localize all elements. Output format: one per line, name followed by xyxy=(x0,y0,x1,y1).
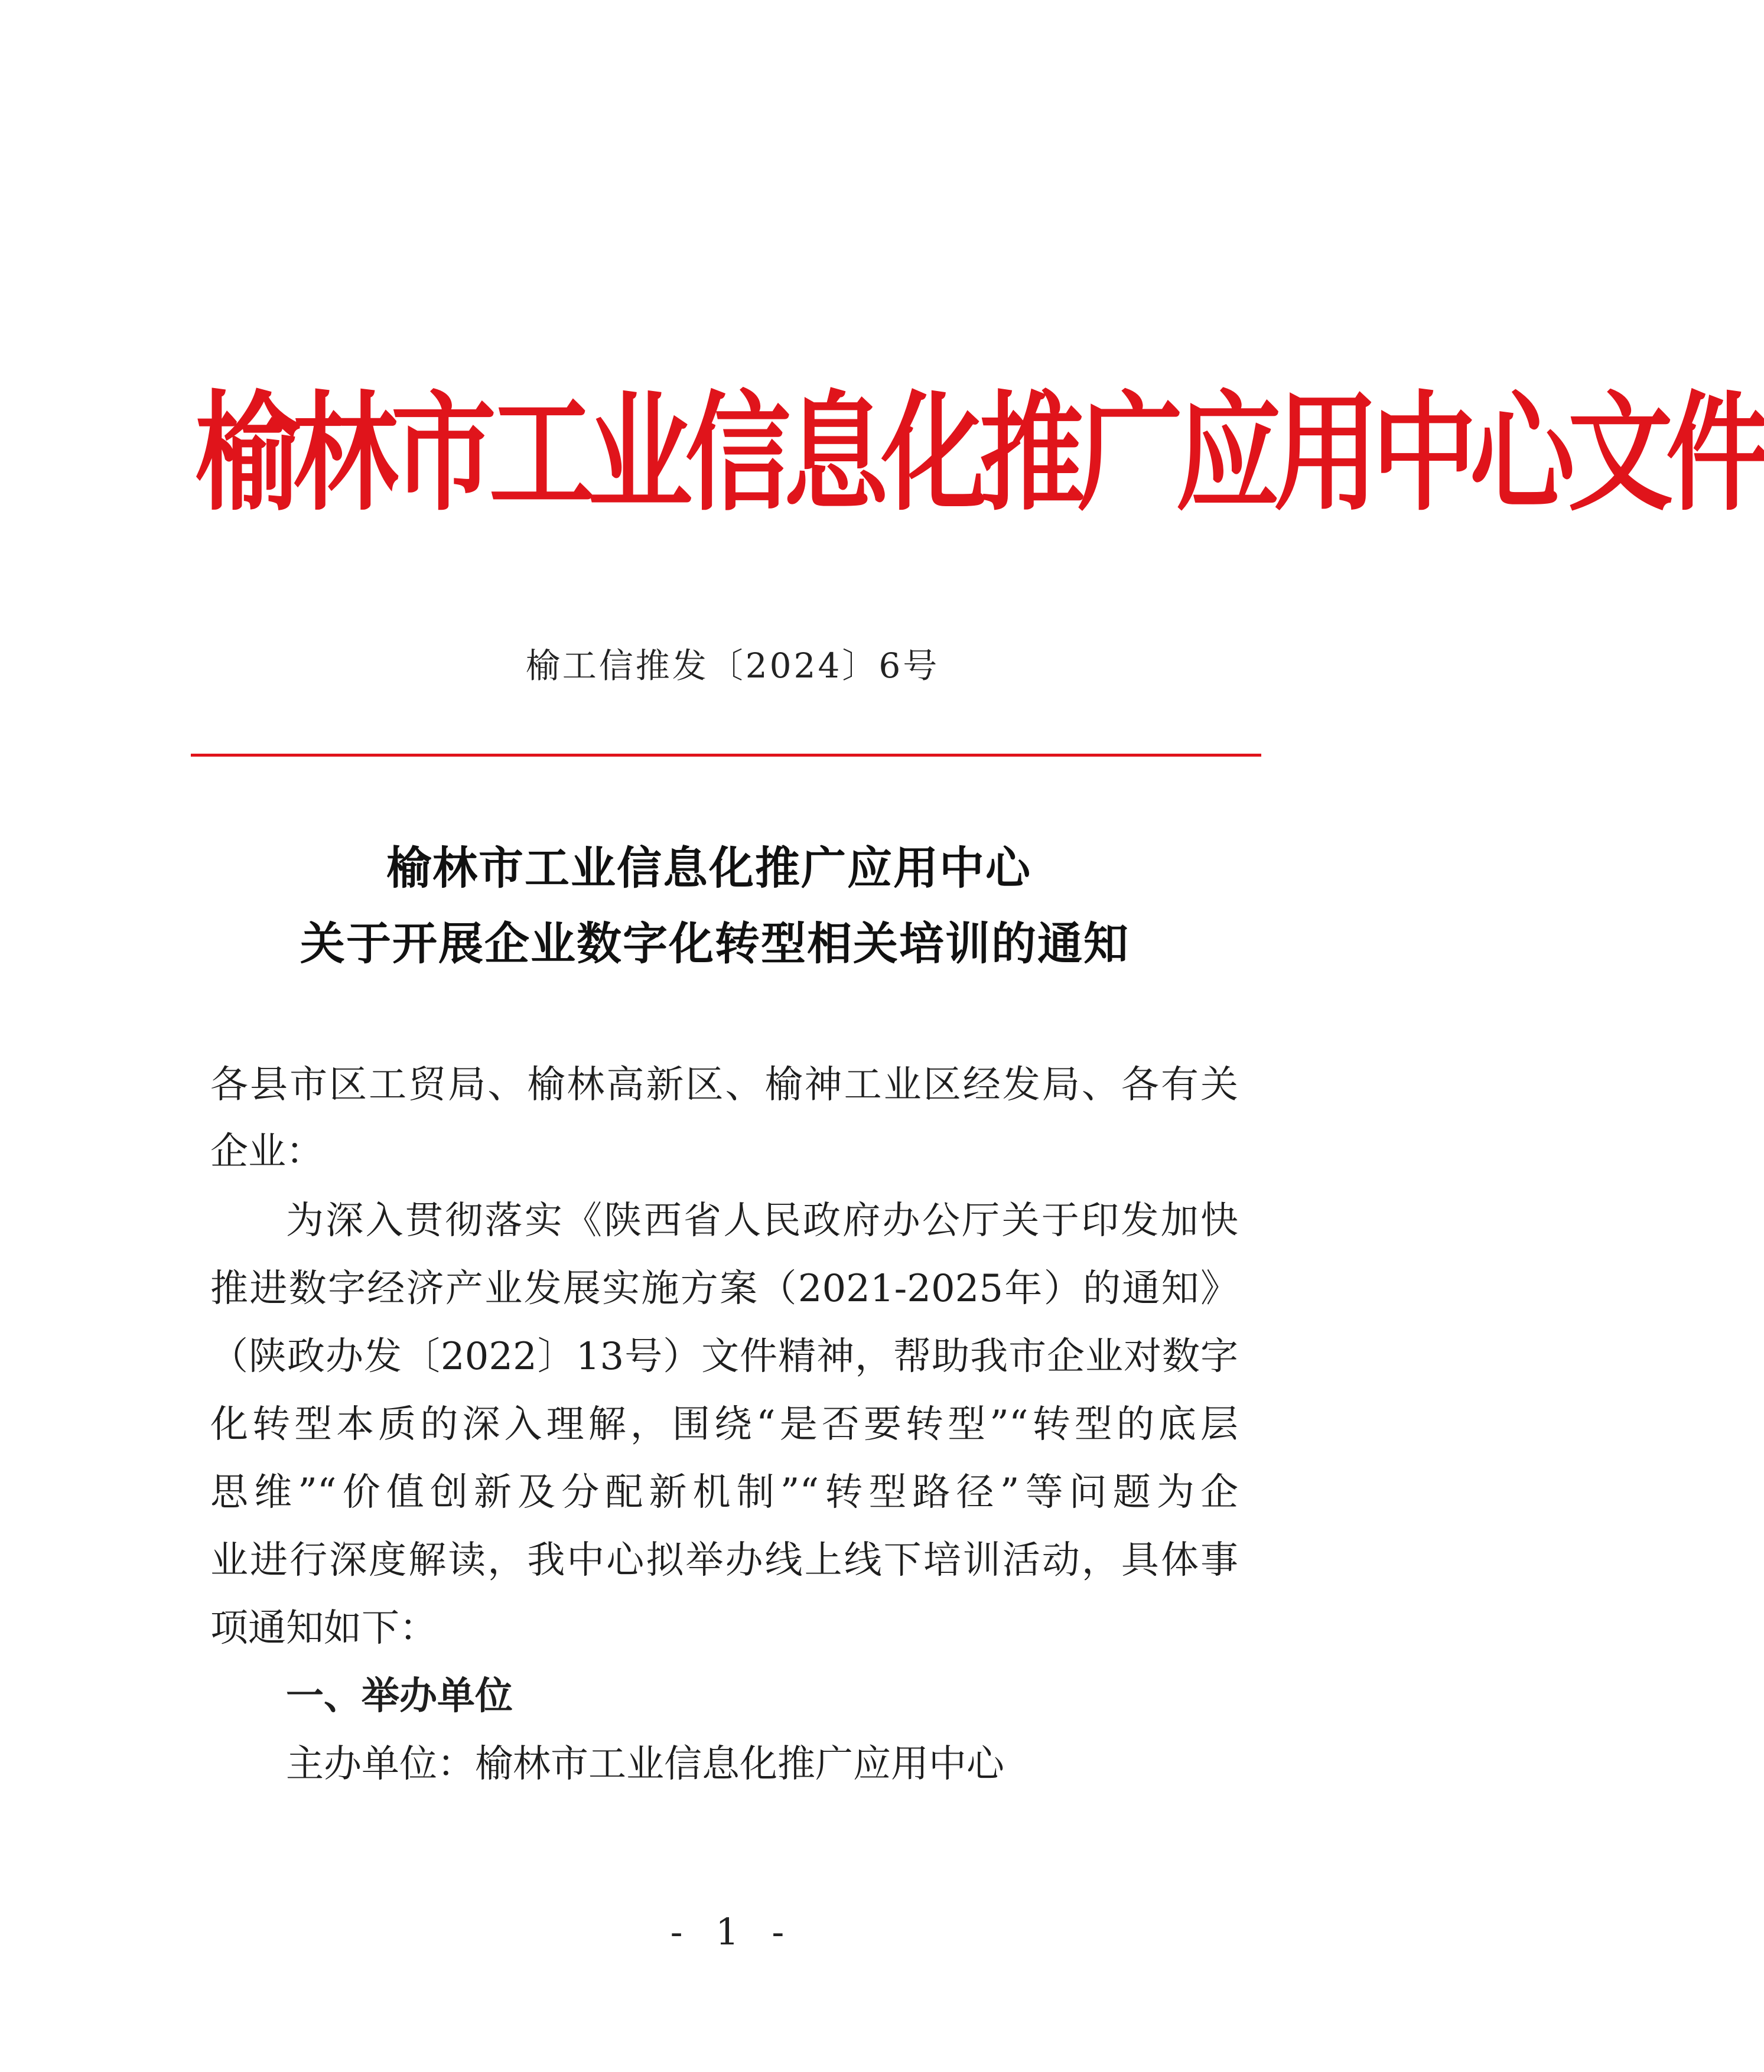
page-number: - 1 - xyxy=(670,1910,795,1953)
body-line-addressee-cont: 企业： xyxy=(210,1130,324,1174)
red-divider-line xyxy=(191,754,1261,757)
body-paragraph-line: （陕政办发〔2022〕13号）文件精神，帮助我市企业对数字 xyxy=(210,1335,1238,1379)
body-paragraph-line: 推进数字经济产业发展实施方案（2021-2025年）的通知》 xyxy=(210,1267,1238,1311)
document-header-title: 榆林市工业信息化推广应用中心文件 xyxy=(195,379,1764,529)
body-paragraph-line: 项通知如下： xyxy=(210,1607,437,1650)
organizer-line: 主办单位：榆林市工业信息化推广应用中心 xyxy=(286,1742,1004,1786)
body-paragraph-line: 为深入贯彻落实《陕西省人民政府办公厅关于印发加快 xyxy=(286,1199,1238,1243)
notice-title-line-1: 榆林市工业信息化推广应用中心 xyxy=(386,842,1031,894)
document-number: 榆工信推发〔2024〕6号 xyxy=(525,646,940,686)
body-paragraph-line: 思维”“价值创新及分配新机制”“转型路径”等问题为企 xyxy=(210,1471,1238,1514)
section-heading-organizer: 一、举办单位 xyxy=(286,1674,513,1718)
notice-title-line-2: 关于开展企业数字化转型相关培训的通知 xyxy=(300,917,1130,970)
body-line-addressee: 各县市区工贸局、榆林高新区、榆神工业区经发局、各有关 xyxy=(210,1063,1238,1107)
body-paragraph-line: 业进行深度解读，我中心拟举办线上线下培训活动，具体事 xyxy=(210,1539,1238,1582)
body-paragraph-line: 化转型本质的深入理解，围绕“是否要转型”“转型的底层 xyxy=(210,1403,1238,1447)
